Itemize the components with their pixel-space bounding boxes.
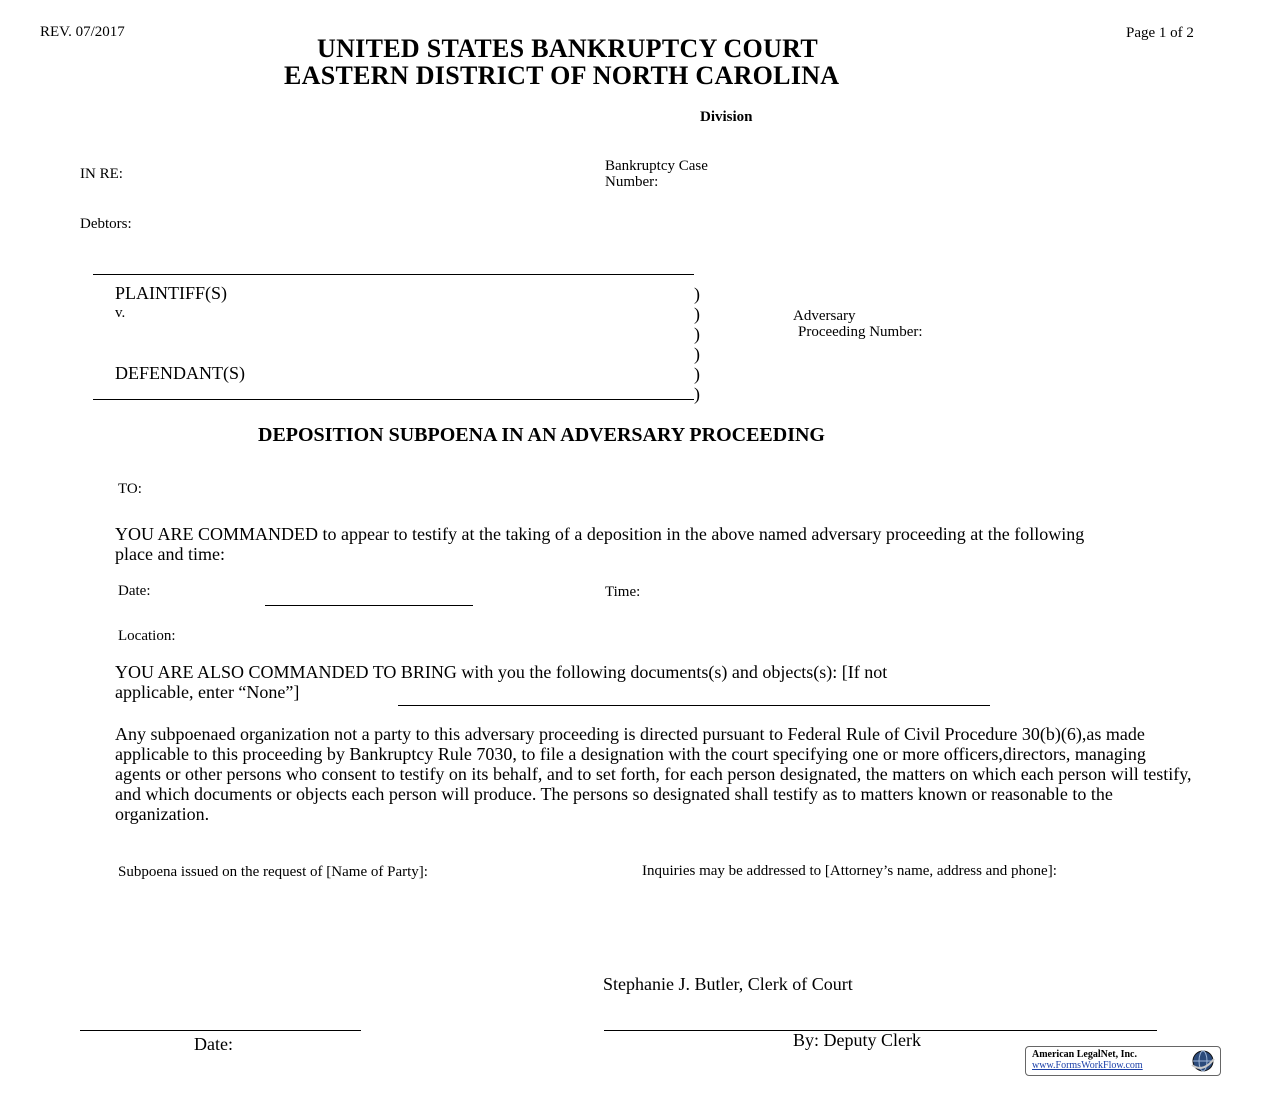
caption-paren: ) xyxy=(694,284,700,304)
adversary-number-label: Proceeding Number: xyxy=(798,324,923,340)
logo-company-name: American LegalNet, Inc. xyxy=(1032,1049,1137,1060)
caption-bottom-rule xyxy=(93,399,694,400)
documents-line xyxy=(398,705,990,706)
debtors-label: Debtors: xyxy=(80,216,132,232)
case-number-label-2: Number: xyxy=(605,174,659,190)
revision-label: REV. 07/2017 xyxy=(40,24,125,40)
deputy-clerk-label: By: Deputy Clerk xyxy=(793,1030,921,1050)
caption-top-rule xyxy=(93,274,694,275)
in-re-label: IN RE: xyxy=(80,166,123,182)
plaintiff-label: PLAINTIFF(S) xyxy=(115,283,228,303)
logo-url[interactable]: www.FormsWorkFlow.com xyxy=(1032,1060,1143,1071)
caption-paren: ) xyxy=(694,324,700,344)
caption-paren: ) xyxy=(694,344,700,364)
case-number-label: Bankruptcy Case xyxy=(605,158,708,174)
american-legalnet-logo[interactable] xyxy=(1025,1046,1221,1076)
versus-label: v. xyxy=(115,305,126,321)
court-name: UNITED STATES BANKRUPTCY COURT xyxy=(317,34,818,63)
caption-paren: ) xyxy=(694,304,700,324)
to-label: TO: xyxy=(118,481,142,497)
clerk-name: Stephanie J. Butler, Clerk of Court xyxy=(603,974,853,994)
caption-paren: ) xyxy=(694,364,700,384)
location-label: Location: xyxy=(118,628,176,644)
organization-paragraph: Any subpoenaed organization not a party to this adversary proceeding is directed pursuant to Federal Rule of Civil Procedure 30(b)(6),as made applicable to this proceeding by Bankruptcy Rule 7030, to file a designation with the court specifying one or more officers,directors, managing agents or other persons who consent to testify on its behalf, and to set forth, for each person designated, the matters on which each person will testify, and which documents or objects each person will produce. The persons so designated shall testify as to matters known or reasonable to the organization. xyxy=(115,724,1192,824)
caption-paren: ) xyxy=(694,384,700,404)
time-label: Time: xyxy=(605,584,641,600)
commanded-paragraph: YOU ARE COMMANDED to appear to testify at the taking of a deposition in the above named adversary proceeding at the following place and time: xyxy=(115,524,1085,564)
date-signature-line xyxy=(80,1030,361,1031)
bring-line-2: applicable, enter “None”] xyxy=(115,682,300,702)
bring-line-1: YOU ARE ALSO COMMANDED TO BRING with you the following documents(s) and objects(s): [If not xyxy=(115,662,888,682)
date-label: Date: xyxy=(118,583,151,599)
division-label: Division xyxy=(700,109,753,125)
court-district: EASTERN DISTRICT OF NORTH CAROLINA xyxy=(284,61,840,90)
date-line xyxy=(265,605,473,606)
form-title: DEPOSITION SUBPOENA IN AN ADVERSARY PROCEEDING xyxy=(258,424,825,446)
globe-icon xyxy=(1190,1049,1216,1073)
defendant-label: DEFENDANT(S) xyxy=(115,363,245,383)
issued-request-label: Subpoena issued on the request of [Name of Party]: xyxy=(118,864,428,880)
adversary-label: Adversary xyxy=(793,308,856,324)
page-number: Page 1 of 2 xyxy=(1126,25,1194,41)
signature-date-label: Date: xyxy=(194,1034,233,1054)
inquiries-label: Inquiries may be addressed to [Attorney’s name, address and phone]: xyxy=(642,863,1057,879)
